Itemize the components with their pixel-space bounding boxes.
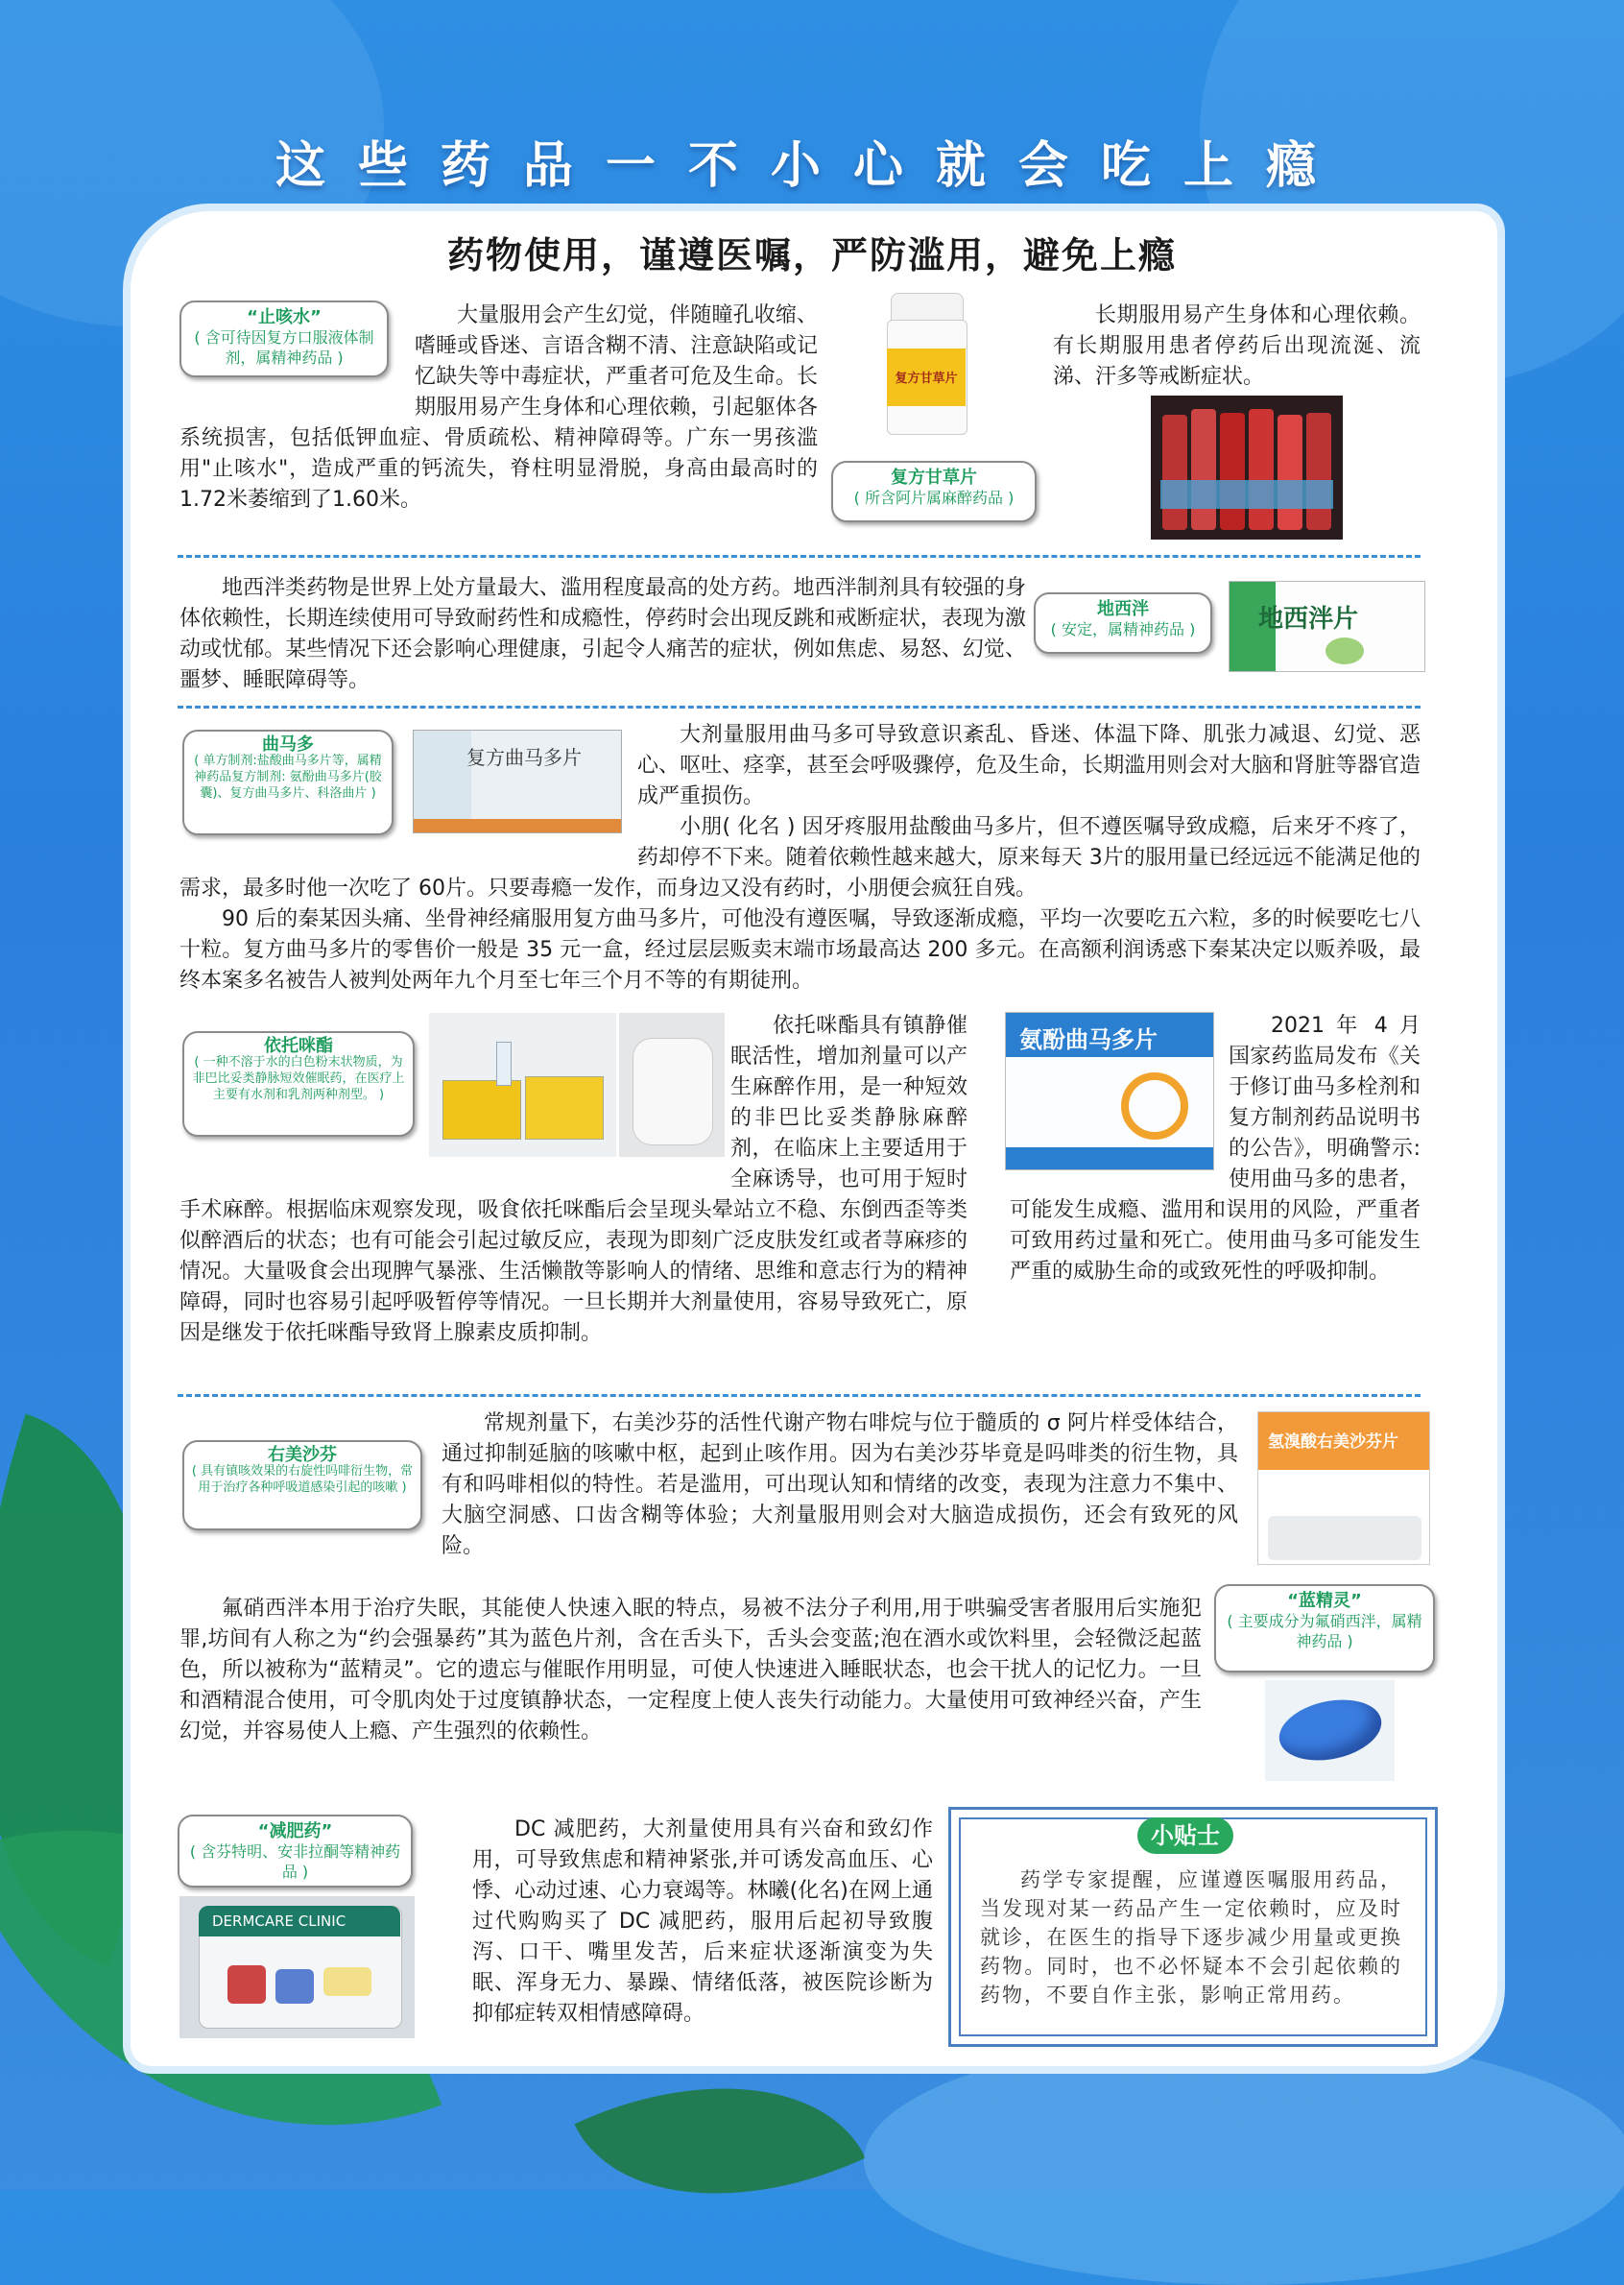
text-qumaduo-p3 (179, 904, 1421, 997)
paragraph: 小朋( 化名 ) 因牙疼服用盐酸曲马多片，但不遵医嘱导致成瘾，后来牙不疼了，药却停不下来。随着依赖性越来越大，原来每天 3片的服用量已经远远不能满足他的需求，最多时他一次吃了 60片。只要毒瘾一发作，而身边又没有药时，小朋便会疯狂自残。 (179, 815, 1421, 901)
text-jianfei (472, 1815, 933, 2030)
paragraph: 大剂量服用曲马多可导致意识紊乱、昏迷、体温下降、肌张力减退、幻觉、恶心、呕吐、痉挛，甚至会呼吸骤停，危及生命，长期滥用则会对大脑和肾脏等器官造成严重损伤。 (637, 723, 1421, 808)
paragraph: 氟硝西泮本用于治疗失眠，其能使人快速入眠的特点，易被不法分子利用,用于哄骗受害者服用后实施犯罪,坊间有人称之为“约会强暴药”其为蓝色片剂，含在舌头下，舌头会变蓝;泡在酒水或饮料里，会轻微泛起蓝色，所以被称为“蓝精灵”。它的遗忘与催眠作用明显，可使人快速进入睡眠状态，也会干扰人的记忆力。一旦和酒精混合使用，可令肌肉处于过度镇静状态，一定程度上使人丧失行动能力。大量使用可致神经兴奋，产生幻觉，并容易使人上瘾、产生强烈的依赖性。 (179, 1597, 1202, 1744)
bag-label: DERMCARE CLINIC (212, 1912, 346, 1930)
text-yituomi (179, 1011, 967, 1349)
tip-box (948, 1807, 1438, 2047)
tip-text (980, 1865, 1402, 2009)
label-title: 依托咪酯 (264, 1036, 333, 1056)
label-sub: ( 具有镇咳效果的右旋性吗啡衍生物，常用于治疗各种呼吸道感染引起的咳嗽 ) (191, 1464, 414, 1495)
paragraph: 2021 年 4 月国家药监局发布《关于修订曲马多栓剂和复方制剂药品说明书的公告》，明确警示: 使用曲马多的患者，可能发生成瘾、滥用和误用的风险，严重者可致用药过量和死亡。使用曲马多可能发生严重的威胁生命的或致死性的呼吸抑制。 (1010, 1014, 1421, 1284)
label-sub: ( 含可待因复方口服液体制剂，属精神药品 ) (194, 328, 374, 367)
text-youmeishafen (179, 1408, 1238, 1562)
section-divider (178, 1394, 1421, 1397)
paragraph: DC 减肥药，大剂量使用具有兴奋和致幻作用，可导致焦虑和精神紧张,并可诱发高血压、心悸、心动过速、心力衰竭等。林曦(化名)在网上通过代购购买了 DC 减肥药，服用后起初导致腹泻、口干、嘴里发苦，后来症状逐渐演变为失眠、浑身无力、暴躁、情绪低落，被医院诊断为抑郁症转双相情感障碍。 (472, 1817, 933, 2026)
blue-pill-image (1265, 1680, 1395, 1781)
label-title: 复方甘草片 (891, 468, 977, 488)
label-sub: ( 单方制剂:盐酸曲马多片等，属精神药品复方制剂: 氨酚曲马多片(胶囊)、复方曲马多片、科洛曲片 ) (194, 754, 382, 801)
box-label: 氨酚曲马多片 (1019, 1026, 1158, 1053)
label-sub: ( 安定，属精神药品 ) (1050, 620, 1196, 638)
text-anfen (1010, 1011, 1421, 1287)
label-title: “蓝精灵” (1287, 1591, 1362, 1611)
text-lanjingling (179, 1594, 1202, 1747)
label-title: 右美沙芬 (268, 1445, 337, 1465)
box-label: 复方曲马多片 (466, 746, 582, 769)
page-subtitle: 药物使用，谨遵医嘱，严防滥用，避免上瘾 (446, 234, 1177, 277)
box-label: 地西泮片 (1258, 605, 1359, 634)
paragraph: 地西泮类药物是世界上处方量最大、滥用程度最高的处方药。地西泮制剂具有较强的身体依赖性，长期连续使用可导致耐药性和成瘾性，停药时会出现反跳和戒断症状，表现为激动或忧郁。某些情况下还会影响心理健康，引起令人痛苦的症状，例如焦虑、易怒、幻觉、噩梦、睡眠障碍等。 (179, 576, 1026, 692)
label-jianfei (178, 1815, 413, 1888)
text-fufang (1053, 301, 1421, 393)
bottle-image (883, 293, 969, 437)
label-title: “减肥药” (257, 1821, 333, 1841)
text-dixiyang (179, 573, 1026, 696)
box-label: 氢溴酸右美沙芬片 (1268, 1432, 1398, 1452)
paragraph: 长期服用易产生身体和心理依赖。有长期服用患者停药后出现流涎、流涕、汗多等戒断症状。 (1053, 303, 1421, 389)
label-sub: ( 所含阿片属麻醉药品 ) (853, 489, 1015, 507)
label-title: “止咳水” (247, 307, 322, 327)
label-fufang (831, 461, 1037, 522)
label-sub: ( 含芬特明、安非拉酮等精神药品 ) (189, 1842, 401, 1881)
diazepam-box-image (1229, 581, 1425, 672)
page-title: 这些药品一不小心就会吃上瘾 (275, 137, 1349, 195)
paragraph: 大量服用会产生幻觉，伴随瞳孔收缩、嗜睡或昏迷、言语含糊不清、注意缺陷或记忆缺失等中毒症状，严重者可危及生命。长期服用易产生身体和心理依赖，引起躯体各系统损害，包括低钾血症、骨质疏松、精神障碍等。广东一男孩滥用"止咳水"，造成严重的钙流失，脊柱明显滑脱，身高由最高时的1.72米萎缩到了1.60米。 (179, 303, 818, 512)
paragraph: 90 后的秦某因头痛、坐骨神经痛服用复方曲马多片，可他没有遵医嘱，导致逐渐成瘾，平均一次要吃五六粒，多的时候要吃七八十粒。复方曲马多片的零售价一般是 35 元一盒，经过层层贩卖末端市场最高达 200 多元。在高额利润诱惑下秦某决定以贩养吸，最终本案多名被告人被判处两年九个月至七年三个月不等的有期徒刑。 (179, 907, 1421, 993)
paragraph: 依托咪酯具有镇静催眠活性，增加剂量可以产生麻醉作用，是一种短效的非巴比妥类静脉麻醉剂，在临床上主要适用于全麻诱导，也可用于短时手术麻醉。根据临床观察发现，吸食依托咪酯后会呈现头晕站立不稳、东倒西歪等类似醉酒后的状态；也有可能会引起过敏反应，表现为即刻广泛皮肤发红或者荨麻疹的情况。大量吸食会出现脾气暴涨、生活懒散等影响人的情绪、思维和意志行为的精神障碍，同时也容易引起呼吸暂停等情况。一旦长期并大剂量使用，容易导致死亡，原因是继发于依托咪酯导致肾上腺素皮质抑制。 (179, 1014, 967, 1345)
text-qumaduo-p2 (179, 812, 1421, 904)
paragraph: 常规剂量下，右美沙芬的活性代谢产物右啡烷与位于髓质的 σ 阿片样受体结合，通过抑制延脑的咳嗽中枢，起到止咳作用。因为右美沙芬毕竟是吗啡类的衍生物，具有和吗啡相似的特性。若是滥用，可出现认知和情绪的改变，表现为注意力不集中、大脑空洞感、口齿含糊等体验；大剂量服用则会对大脑造成损伤，还会有致死的风险。 (442, 1411, 1238, 1558)
text-zhikesui (179, 301, 818, 516)
label-title: 地西泮 (1097, 599, 1149, 619)
section-divider (178, 706, 1421, 709)
tip-badge: 小贴士 (1137, 1817, 1233, 1854)
label-lanjingling (1214, 1584, 1435, 1672)
diet-pills-bag-image (179, 1896, 415, 2038)
label-sub: ( 一种不溶于水的白色粉末状物质，为非巴比妥类静脉短效催眠药，在医疗上主要有水剂和乳剂两种剂型。 ) (192, 1055, 405, 1102)
dextromethorphan-box-image (1257, 1411, 1430, 1565)
syrup-bottles-image (1151, 396, 1343, 540)
bottle-label: 复方甘草片 (895, 372, 958, 386)
label-sub: ( 主要成分为氟硝西泮，属精神药品 ) (1227, 1612, 1422, 1650)
text-qumaduo-p1 (637, 720, 1421, 812)
section-divider (178, 555, 1421, 558)
paragraph: 药学专家提醒，应谨遵医嘱服用药品，当发现对某一药品产生一定依赖时，应及时就诊，在医生的指导下逐步减少用量或更换药物。同时，也不必怀疑本不会引起依赖的药物，不要自作主张，影响正常用药。 (980, 1868, 1402, 2007)
label-title: 曲马多 (262, 734, 314, 755)
label-dixiyang (1034, 592, 1212, 654)
